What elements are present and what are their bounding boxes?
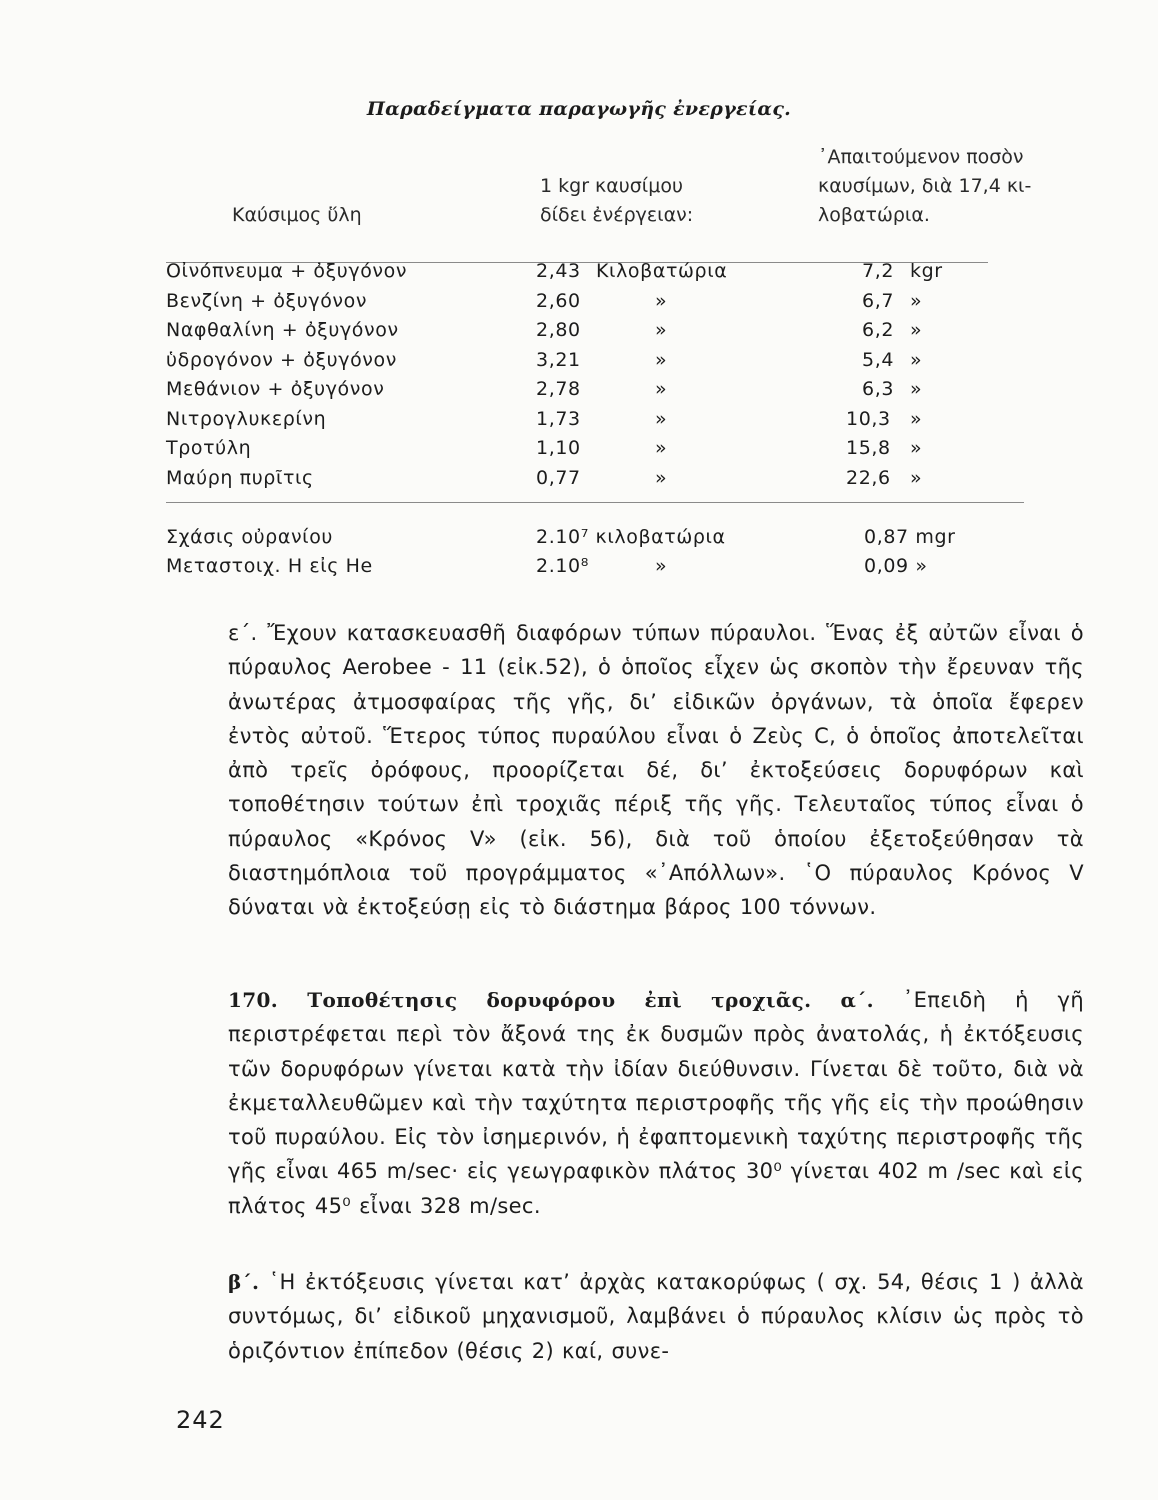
energy-value: 2.10⁸ — [536, 555, 589, 577]
energy-unit: » — [655, 290, 668, 312]
fuel-name: Μεταστοιχ. Η εἰς He — [166, 555, 373, 577]
energy-unit: » — [655, 437, 668, 459]
paragraph-satellite-orbit — [176, 983, 1084, 1223]
amount-unit: » — [910, 378, 923, 400]
amount-unit: » — [910, 290, 923, 312]
fuel-name: Βενζίνη + ὀξυγόνον — [166, 290, 368, 312]
table-row — [0, 315, 1158, 345]
fuel-name: Τροτύλη — [166, 437, 252, 459]
energy-value: 2,60 — [536, 290, 581, 312]
amount-value: 6,7 — [862, 290, 895, 312]
energy-unit: Κιλοβατώρια — [596, 260, 728, 282]
header-required — [818, 143, 1031, 230]
amount-value: 0,87 mgr — [864, 526, 956, 548]
amount-unit: » — [910, 408, 923, 430]
amount-value: 22,6 — [846, 467, 891, 489]
fuel-name: ὑδρογόνον + ὀξυγόνον — [166, 349, 397, 371]
subsection-heading: β΄. — [228, 1270, 260, 1294]
energy-unit: » — [655, 467, 668, 489]
amount-value: 5,4 — [862, 349, 895, 371]
table-row — [0, 404, 1158, 434]
energy-value: 2,78 — [536, 378, 581, 400]
fuel-name: Νιτρογλυκερίνη — [166, 408, 327, 430]
table-row — [0, 433, 1158, 463]
table-row — [0, 463, 1158, 493]
paragraph-text: ᾿Επειδὴ ἡ γῆ περιστρέφεται περὶ τὸν ἄξονά της ἐκ δυσμῶν πρὸς ἀνατολάς, ἡ ἐκτόξευσις τῶν δορυφόρων γίνεται κατὰ τὴν ἰδίαν διεύθυνσιν. Γίνεται δὲ τοῦτο, διὰ νὰ ἐκμεταλλευθῶμεν καὶ τὴν ταχύτητα περιστροφῆς τῆς γῆς εἰς τὴν προώθησιν τοῦ πυραύλου. Εἰς τὸν ἰσημερινόν, ἡ ἐφαπτομενικὴ ταχύτης περιστροφῆς τῆς γῆς εἶναι 465 m/sec· εἰς γεωγραφικὸν πλάτος 30⁰ γίνεται 402 m /sec καὶ εἰς πλάτος 45⁰ εἶναι 328 m/sec. — [228, 988, 1084, 1218]
table-row — [0, 256, 1158, 286]
energy-unit: » — [655, 319, 668, 341]
header-energy-line: 1 kgr καυσίμου — [540, 175, 683, 197]
fuel-name: Μαύρη πυρῖτις — [166, 467, 314, 489]
energy-value: 2,43 — [536, 260, 581, 282]
table-row — [0, 374, 1158, 404]
energy-value: 1,10 — [536, 437, 581, 459]
amount-value: 0,09 » — [864, 555, 928, 577]
fuel-name: Μεθάνιον + ὀξυγόνον — [166, 378, 385, 400]
header-energy — [540, 172, 693, 230]
table-row — [0, 551, 1158, 581]
amount-value: 15,8 — [846, 437, 891, 459]
amount-value: 6,3 — [862, 378, 895, 400]
section-heading: 170. Τοποθέτησις δορυφόρου ἐπὶ τροχιᾶς. α΄. — [228, 988, 874, 1012]
table-divider — [166, 502, 1024, 503]
energy-value: 1,73 — [536, 408, 581, 430]
table-row — [0, 286, 1158, 316]
header-required-line: ᾿Απαιτούμενον ποσὸν — [818, 146, 1024, 168]
header-fuel — [232, 201, 362, 230]
header-required-line: καυσίμων, διὰ 17,4 κι- — [818, 175, 1032, 197]
amount-unit: » — [910, 349, 923, 371]
energy-value: 2.10⁷ κιλοβατώρια — [536, 526, 726, 548]
amount-unit: » — [910, 437, 923, 459]
energy-value: 3,21 — [536, 349, 581, 371]
amount-unit: » — [910, 319, 923, 341]
fuel-name: Οἰνόπνευμα + ὀξυγόνον — [166, 260, 408, 282]
amount-unit: kgr — [910, 260, 943, 282]
paragraph-launch — [176, 1265, 1084, 1368]
energy-value: 2,80 — [536, 319, 581, 341]
page-number: 242 — [176, 1406, 225, 1434]
header-energy-line: δίδει ἐνέργειαν: — [540, 204, 694, 226]
energy-unit: » — [655, 555, 668, 577]
amount-unit: » — [910, 467, 923, 489]
energy-unit: » — [655, 378, 668, 400]
table-row — [0, 522, 1158, 552]
amount-value: 6,2 — [862, 319, 895, 341]
paragraph-text: ῾Η ἐκτόξευσις γίνεται κατ’ ἀρχὰς κατακορύφως ( σχ. 54, θέσις 1 ) ἀλλὰ συντόμως, δι’ εἰδικοῦ μηχανισμοῦ, λαμβάνει ὁ πύραυλος κλίσιν ὡς πρὸς τὸ ὁριζόντιον ἐπίπεδον (θέσις 2) καί, συνε- — [228, 1270, 1084, 1363]
energy-value: 0,77 — [536, 467, 581, 489]
fuel-name: Σχάσις οὐρανίου — [166, 526, 334, 548]
energy-unit: » — [655, 349, 668, 371]
amount-value: 10,3 — [846, 408, 891, 430]
header-fuel-line: Καύσιμος ὕλη — [232, 204, 362, 226]
fuel-name: Ναφθαλίνη + ὀξυγόνον — [166, 319, 399, 341]
paragraph-rockets: ε΄. Ἔχουν κατασκευασθῆ διαφόρων τύπων πύραυλοι. Ἕνας ἐξ αὐτῶν εἶναι ὁ πύραυλος Aerobee - 11 (εἰκ.52), ὁ ὁποῖος εἶχεν ὡς σκοπὸν τὴν ἔρευναν τῆς ἀνωτέρας ἀτμοσφαίρας τῆς γῆς, δι’ εἰδικῶν ὀργάνων, τὰ ὁποῖα ἔφερεν ἐντὸς αὐτοῦ. Ἕτερος τύπος πυραύλου εἶναι ὁ Ζεὺς C, ὁ ὁποῖος ἀποτελεῖται ἀπὸ τρεῖς ὀρόφους, προορίζεται δέ, δι’ ἐκτοξεύσεις δορυφόρων καὶ τοποθέτησιν τούτων ἐπὶ τροχιᾶς πέριξ τῆς γῆς. Τελευταῖος τύπος εἶναι ὁ πύραυλος «Κρόνος V» (εἰκ. 56), διὰ τοῦ ὁποίου ἐξετοξεύθησαν τὰ διαστημόπλοια τοῦ προγράμματος «᾿Απόλλων». ῾Ο πύραυλος Κρόνος V δύναται νὰ ἐκτοξεύσῃ εἰς τὸ διάστημα βάρος 100 τόννων. — [228, 621, 1084, 920]
header-required-line: λοβατώρια. — [818, 204, 930, 226]
table-row — [0, 345, 1158, 375]
amount-value: 7,2 — [862, 260, 895, 282]
energy-unit: » — [655, 408, 668, 430]
table-title: Παραδείγματα παραγωγῆς ἐνεργείας. — [366, 98, 792, 120]
